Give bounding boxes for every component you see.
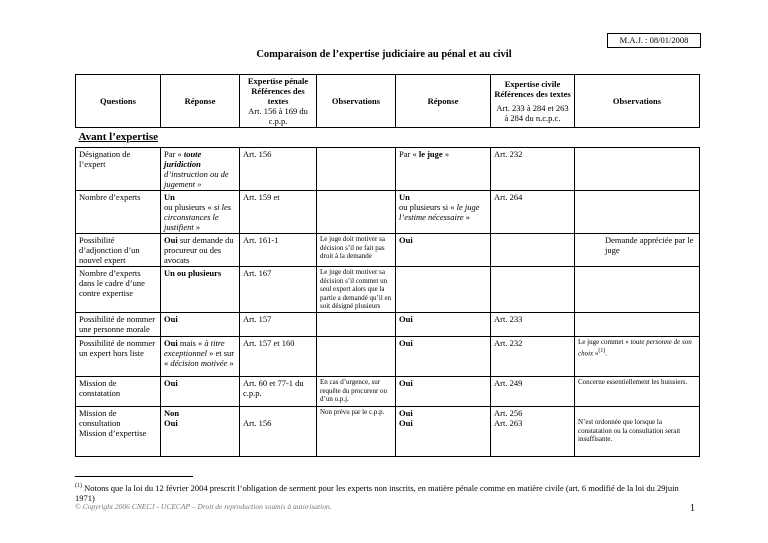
text-span: le juge bbox=[418, 149, 443, 159]
penal-ref-cell: Art. 159 et bbox=[240, 191, 317, 234]
civil-reponse-cell bbox=[396, 407, 491, 457]
penal-reponse-cell bbox=[161, 148, 240, 191]
civil-ref-cell: Art. 249 bbox=[491, 377, 575, 407]
question-cell: Nombre d’experts dans le cadre d’une contre expertise bbox=[76, 267, 161, 313]
civil-reponse-cell bbox=[396, 267, 491, 313]
header-penale-title: Expertise pénale bbox=[247, 76, 309, 86]
answer-line: Oui bbox=[164, 418, 178, 428]
text-span: » et sur « bbox=[164, 348, 235, 368]
penal-ref-cell: Art. 60 et 77-1 du c.p.p. bbox=[240, 377, 317, 407]
penal-obs-cell: En cas d’urgence, sur requête du procureur ou d’un o.p.j. bbox=[317, 377, 396, 407]
penal-reponse-cell: Oui bbox=[161, 313, 240, 337]
section-title: Avant l’expertise bbox=[76, 128, 700, 148]
text-span: Oui bbox=[164, 235, 178, 245]
penal-reponse-cell: Un ou plusieurs bbox=[161, 267, 240, 313]
table-row bbox=[76, 148, 700, 191]
section-row bbox=[76, 128, 700, 148]
text-span: Un bbox=[399, 192, 410, 202]
table-header-row bbox=[76, 75, 700, 128]
header-penale-articles: Art. 156 à 169 du c.p.p. bbox=[248, 106, 308, 126]
penal-obs-cell bbox=[317, 337, 396, 377]
text-span: ou plusieurs si « bbox=[399, 202, 457, 212]
header-civile-refs: Références des textes bbox=[494, 89, 571, 99]
text-span: le juge l’estime nécessaire bbox=[399, 202, 480, 222]
table-row bbox=[76, 377, 700, 407]
penal-ref-cell bbox=[240, 407, 317, 457]
penal-obs-cell: Non prévu par le c.p.p. bbox=[317, 407, 396, 457]
header-civile-articles: Art. 233 à 284 et 263 à 284 du n.c.p.c. bbox=[496, 103, 569, 123]
page-number: 1 bbox=[690, 503, 695, 514]
civil-ref-cell bbox=[491, 234, 575, 267]
civil-ref-cell: Art. 232 bbox=[491, 148, 575, 191]
ref-line: Art. 256 bbox=[494, 408, 523, 418]
penal-ref-cell: Art. 156 bbox=[240, 148, 317, 191]
text-span: si les circonstances le justifient bbox=[164, 202, 232, 232]
table-row bbox=[76, 313, 700, 337]
penal-ref-cell: Art. 157 bbox=[240, 313, 317, 337]
civil-reponse-cell: Oui bbox=[396, 377, 491, 407]
text-span: ou plusieurs « bbox=[164, 202, 214, 212]
text-span: toute personne de son choix bbox=[578, 338, 692, 357]
obs-line: N’est ordonnée que lorsque la constatation ou la consultation serait insuffisante. bbox=[578, 418, 681, 443]
footnote-ref: (1) bbox=[598, 347, 606, 354]
header-reponse-penal: Réponse bbox=[161, 75, 240, 128]
answer-line: Oui bbox=[399, 408, 413, 418]
text-span: » bbox=[593, 348, 599, 357]
text-span: à titre exceptionnel bbox=[164, 338, 225, 358]
text-span: » bbox=[463, 212, 470, 222]
table-row bbox=[76, 267, 700, 313]
text-span: » bbox=[193, 222, 201, 232]
text-span: . bbox=[605, 348, 607, 357]
civil-reponse-cell: Oui bbox=[396, 313, 491, 337]
text-span: d’instruction ou de jugement » bbox=[164, 169, 229, 189]
header-civile-title: Expertise civile bbox=[504, 79, 561, 89]
civil-obs-cell: Concerne essentiellement les huissiers. bbox=[575, 377, 700, 407]
answer-line: Oui bbox=[399, 418, 413, 428]
question-cell: Possibilité de nommer une personne morale bbox=[76, 313, 161, 337]
table-row bbox=[76, 407, 700, 457]
penal-obs-cell bbox=[317, 148, 396, 191]
civil-obs-cell bbox=[575, 337, 700, 377]
table-row bbox=[76, 234, 700, 267]
table-row bbox=[76, 337, 700, 377]
header-observations-civil: Observations bbox=[575, 75, 700, 128]
ref-line: Art. 156 bbox=[243, 418, 272, 428]
civil-reponse-cell bbox=[396, 148, 491, 191]
text-span: Le juge commet « bbox=[578, 338, 631, 346]
text-span: Un bbox=[164, 192, 175, 202]
header-observations-penal: Observations bbox=[317, 75, 396, 128]
penal-reponse-cell bbox=[161, 407, 240, 457]
penal-reponse-cell bbox=[161, 234, 240, 267]
question-cell: Nombre d’experts bbox=[76, 191, 161, 234]
text-span: mais « bbox=[177, 338, 205, 348]
header-questions: Questions bbox=[76, 75, 161, 128]
penal-obs-cell bbox=[317, 313, 396, 337]
page-title: Comparaison de l’expertise judiciaire au pénal et au civil bbox=[256, 49, 512, 60]
answer-line: Non bbox=[164, 408, 180, 418]
text-span: Par « bbox=[399, 149, 419, 159]
header-expertise-civile bbox=[491, 75, 575, 128]
question-line: Mission d’expertise bbox=[79, 428, 147, 438]
text-span: toute juridiction bbox=[164, 149, 202, 169]
penal-reponse-cell bbox=[161, 191, 240, 234]
civil-reponse-cell: Oui bbox=[396, 234, 491, 267]
question-cell bbox=[76, 407, 161, 457]
footnote-separator bbox=[75, 476, 193, 477]
text-span: Par « bbox=[164, 149, 184, 159]
header-penale-refs: Références des textes bbox=[251, 86, 305, 106]
penal-obs-cell: Le juge doit motiver sa décision s’il ne fait pas droit à la demande bbox=[317, 234, 396, 267]
question-cell: Possibilité d’adjonction d’un nouvel expert bbox=[76, 234, 161, 267]
penal-ref-cell: Art. 157 et 160 bbox=[240, 337, 317, 377]
copyright-notice: © Copyright 2006 CNECJ - UCECAP – Droit de reproduction soumis à autorisation. bbox=[75, 502, 332, 511]
text-span: Oui bbox=[164, 338, 178, 348]
footnote-text: Notons que la loi du 12 février 2004 prescrit l’obligation de serment pour les experts non inscrits, en matière pénale comme en matière civile (art. 6 modifié de la loi du 29juin 1971) bbox=[75, 482, 679, 503]
civil-reponse-cell: Oui bbox=[396, 337, 491, 377]
comparison-table bbox=[75, 74, 700, 457]
footnote-mark: (1) bbox=[75, 483, 82, 489]
penal-obs-cell: Le juge doit motiver sa décision s’il commet un seul expert alors que la partie a demandé qu’il en soit désigné plusieurs bbox=[317, 267, 396, 313]
question-cell: Mission de constatation bbox=[76, 377, 161, 407]
penal-ref-cell: Art. 167 bbox=[240, 267, 317, 313]
civil-reponse-cell bbox=[396, 191, 491, 234]
text-span: » bbox=[442, 149, 450, 159]
civil-ref-cell: Art. 232 bbox=[491, 337, 575, 377]
header-reponse-civil: Réponse bbox=[396, 75, 491, 128]
penal-obs-cell bbox=[317, 191, 396, 234]
penal-ref-cell: Art. 161-1 bbox=[240, 234, 317, 267]
text-span: » bbox=[227, 358, 234, 368]
civil-obs-cell bbox=[575, 191, 700, 234]
text-span: sur demande du procureur ou des avocats bbox=[164, 235, 234, 265]
ref-line: Art. 263 bbox=[494, 418, 523, 428]
civil-obs-cell: Demande appréciée par le juge bbox=[575, 234, 700, 267]
header-expertise-penale bbox=[240, 75, 317, 128]
civil-ref-cell: Art. 233 bbox=[491, 313, 575, 337]
penal-reponse-cell: Oui bbox=[161, 377, 240, 407]
text-span: décision motivée bbox=[170, 358, 228, 368]
civil-obs-cell bbox=[575, 407, 700, 457]
civil-ref-cell: Art. 264 bbox=[491, 191, 575, 234]
footnote bbox=[75, 481, 695, 503]
civil-ref-cell bbox=[491, 407, 575, 457]
question-cell: Possibilité de nommer un expert hors liste bbox=[76, 337, 161, 377]
question-cell: Désignation de l’expert bbox=[76, 148, 161, 191]
civil-obs-cell bbox=[575, 313, 700, 337]
civil-ref-cell bbox=[491, 267, 575, 313]
civil-obs-cell bbox=[575, 267, 700, 313]
civil-obs-cell bbox=[575, 148, 700, 191]
table-row bbox=[76, 191, 700, 234]
question-line: Mission de consultation bbox=[79, 408, 121, 428]
update-date-box: M.A.J. : 08/01/2008 bbox=[607, 33, 701, 48]
penal-reponse-cell bbox=[161, 337, 240, 377]
